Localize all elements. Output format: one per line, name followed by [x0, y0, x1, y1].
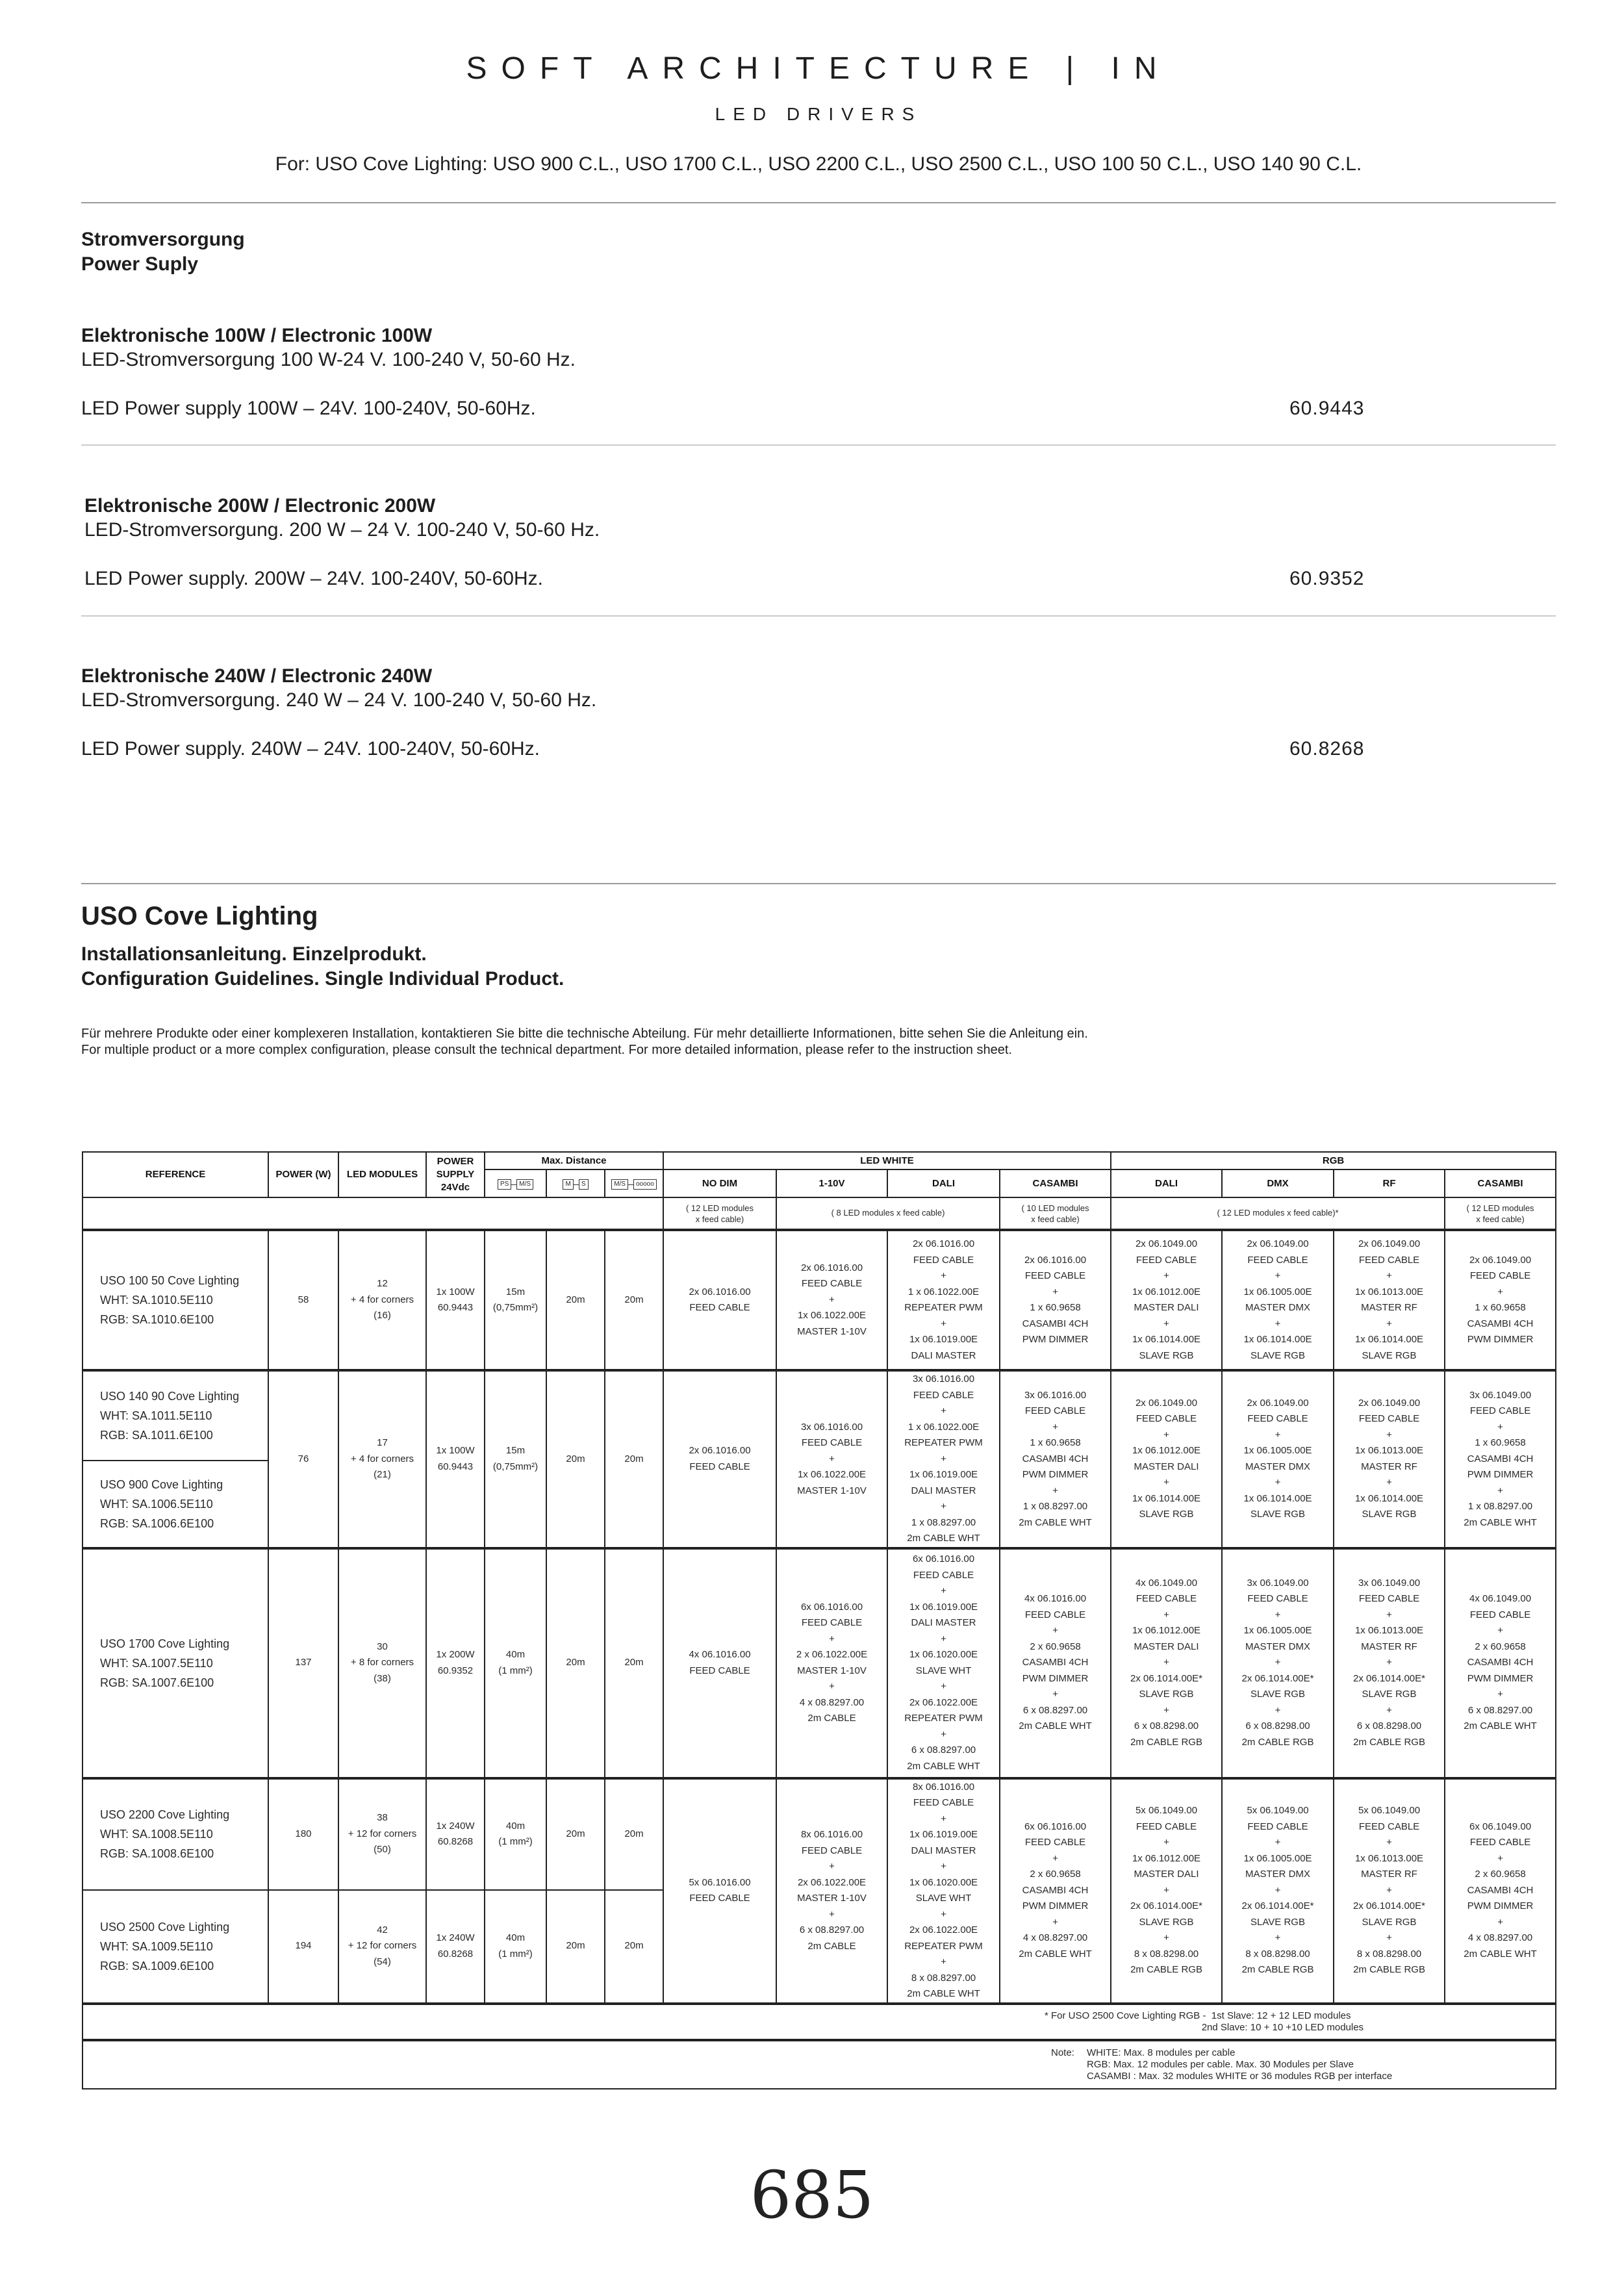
- cell-dali-wht: 6x 06.1016.00 FEED CABLE + 1x 06.1019.00E DALI MASTER + 1x 06.1020.00E SLAVE WHT + 2x 06.1022.00E REPEATER PWM + 6 x 08.8297.00 2m CABLE WHT: [887, 1548, 1000, 1778]
- cell-ref: USO 900 Cove Lighting WHT: SA.1006.5E110 RGB: SA.1006.6E100: [82, 1461, 268, 1548]
- header-power-supply: POWER SUPPLY 24Vdc: [426, 1152, 485, 1197]
- cell-ref: USO 2200 Cove Lighting WHT: SA.1008.5E110 RGB: SA.1008.6E100: [82, 1778, 268, 1890]
- cell-casambi-rgb: 2x 06.1049.00 FEED CABLE + 1 x 60.9658 CASAMBI 4CH PWM DIMMER: [1445, 1230, 1556, 1370]
- cell-no-dim: 5x 06.1016.00 FEED CABLE: [663, 1778, 776, 2004]
- icon-label: S: [579, 1179, 589, 1190]
- cell-power: 137: [268, 1548, 338, 1778]
- distance-icon-cell: [546, 1169, 605, 1197]
- icon-label: M: [563, 1179, 573, 1190]
- header-white-col: NO DIM: [663, 1169, 776, 1197]
- ps-to-master-slave-icon: [498, 1179, 533, 1190]
- capacity-white-110-dali: ( 8 LED modules x feed cable): [776, 1197, 1000, 1230]
- cell-dmx-rgb: 2x 06.1049.00 FEED CABLE + 1x 06.1005.00E MASTER DMX + 1x 06.1014.00E SLAVE RGB: [1222, 1370, 1334, 1548]
- cell-dist-m-s: 20m: [546, 1230, 605, 1370]
- cell-v1-10: 3x 06.1016.00 FEED CABLE + 1x 06.1022.00E MASTER 1-10V: [776, 1370, 887, 1548]
- power-item-title: Elektronische 100W / Electronic 100W: [81, 325, 433, 346]
- cell-dali-wht: 8x 06.1016.00 FEED CABLE + 1x 06.1019.00E DALI MASTER + 1x 06.1020.00E SLAVE WHT + 2x 06.1022.00E REPEATER PWM + 8 x 08.8297.00 2m CABLE WHT: [887, 1778, 1000, 2004]
- cell-v1-10: 8x 06.1016.00 FEED CABLE + 2x 06.1022.00E MASTER 1-10V + 6 x 08.8297.00 2m CABLE: [776, 1778, 887, 2004]
- cell-modules: 42 + 12 for corners (54): [338, 1890, 426, 2004]
- cell-no-dim: 2x 06.1016.00 FEED CABLE: [663, 1230, 776, 1370]
- header-reference: REFERENCE: [82, 1152, 268, 1197]
- cell-dmx-rgb: 3x 06.1049.00 FEED CABLE + 1x 06.1005.00E MASTER DMX + 2x 06.1014.00E* SLAVE RGB + 6 x 08.8298.00 2m CABLE RGB: [1222, 1548, 1334, 1778]
- cell-supply: 1x 100W 60.9443: [426, 1370, 485, 1548]
- distance-icon-cell: [605, 1169, 663, 1197]
- cell-modules: 38 + 12 for corners (50): [338, 1778, 426, 1890]
- cove-subtitle-de: Installationsanleitung. Einzelprodukt.: [81, 943, 427, 965]
- note: [82, 2040, 1556, 2089]
- cell-casambi-wht: 6x 06.1016.00 FEED CABLE + 2 x 60.9658 CASAMBI 4CH PWM DIMMER + 4 x 08.8297.00 2m CABLE WHT: [1000, 1778, 1111, 2004]
- cell-dali-rgb: 4x 06.1049.00 FEED CABLE + 1x 06.1012.00E MASTER DALI + 2x 06.1014.00E* SLAVE RGB + 6 x 08.8298.00 2m CABLE RGB: [1111, 1548, 1222, 1778]
- table-row: [82, 1230, 1556, 1370]
- cove-note-en: For multiple product or a more complex configuration, please consult the technical department. For more detailed information, please refer to the instruction sheet.: [81, 1043, 1012, 1057]
- applicable-products: For: USO Cove Lighting: USO 900 C.L., USO 1700 C.L., USO 2200 C.L., USO 2500 C.L., USO 100 50 C.L., USO 140 90 C.L.: [275, 153, 1362, 175]
- cell-rf-rgb: 2x 06.1049.00 FEED CABLE + 1x 06.1013.00E MASTER RF + 1x 06.1014.00E SLAVE RGB: [1334, 1230, 1445, 1370]
- cell-dist-ms-led: 20m: [605, 1778, 663, 1890]
- cell-dmx-rgb: 5x 06.1049.00 FEED CABLE + 1x 06.1005.00E MASTER DMX + 2x 06.1014.00E* SLAVE RGB + 8 x 08.8298.00 2m CABLE RGB: [1222, 1778, 1334, 2004]
- table-row: [82, 1370, 1556, 1461]
- cell-no-dim: 2x 06.1016.00 FEED CABLE: [663, 1370, 776, 1548]
- cell-power: 180: [268, 1778, 338, 1890]
- power-item-code: 60.9352: [1289, 568, 1365, 589]
- note-label: Note:: [1051, 2047, 1074, 2058]
- cell-dist-ps-ms: 40m (1 mm²): [485, 1778, 546, 1890]
- brand-title: SOFT ARCHITECTURE | IN: [466, 51, 1171, 86]
- cell-dali-wht: 3x 06.1016.00 FEED CABLE + 1 x 06.1022.00E REPEATER PWM + 1x 06.1019.00E DALI MASTER + 1 x 08.8297.00 2m CABLE WHT: [887, 1370, 1000, 1548]
- footnote: * For USO 2500 Cove Lighting RGB - 1st Slave: 12 + 12 LED modules 2nd Slave: 10 + 10 +10 LED modules: [82, 2004, 1556, 2040]
- cell-casambi-rgb: 3x 06.1049.00 FEED CABLE + 1 x 60.9658 CASAMBI 4CH PWM DIMMER + 1 x 08.8297.00 2m CABLE WHT: [1445, 1370, 1556, 1548]
- power-item-desc-de: LED-Stromversorgung 100 W-24 V. 100-240 V, 50-60 Hz.: [81, 349, 576, 370]
- header-rgb-col: DMX: [1222, 1169, 1334, 1197]
- icon-label: PS: [498, 1179, 511, 1190]
- cell-ref: USO 140 90 Cove Lighting WHT: SA.1011.5E110 RGB: SA.1011.6E100: [82, 1370, 268, 1461]
- capacity-blank: [82, 1197, 663, 1230]
- section-subtitle: LED DRIVERS: [715, 104, 922, 124]
- power-item-desc-de: LED-Stromversorgung. 200 W – 24 V. 100-240 V, 50-60 Hz.: [84, 519, 600, 541]
- header-rgb: RGB: [1111, 1152, 1556, 1169]
- capacity-no-dim: ( 12 LED modules x feed cable): [663, 1197, 776, 1230]
- power-heading-de: Stromversorgung: [81, 229, 245, 250]
- note-lines: WHITE: Max. 8 modules per cable RGB: Max. 12 modules per cable. Max. 30 Modules per Slave CASAMBI : Max. 32 modules WHITE or 36 modules RGB per interface: [1087, 2047, 1393, 2082]
- cell-casambi-wht: 4x 06.1016.00 FEED CABLE + 2 x 60.9658 CASAMBI 4CH PWM DIMMER + 6 x 08.8297.00 2m CABLE WHT: [1000, 1548, 1111, 1778]
- master-to-slave-icon: [563, 1179, 588, 1190]
- cell-dali-rgb: 5x 06.1049.00 FEED CABLE + 1x 06.1012.00E MASTER DALI + 2x 06.1014.00E* SLAVE RGB + 8 x 08.8298.00 2m CABLE RGB: [1111, 1778, 1222, 2004]
- cell-ref: USO 2500 Cove Lighting WHT: SA.1009.5E110 RGB: SA.1009.6E100: [82, 1890, 268, 2004]
- cell-power: 76: [268, 1370, 338, 1548]
- cell-no-dim: 4x 06.1016.00 FEED CABLE: [663, 1548, 776, 1778]
- page-number: 685: [750, 2157, 874, 2233]
- cell-dali-wht: 2x 06.1016.00 FEED CABLE + 1 x 06.1022.00E REPEATER PWM + 1x 06.1019.00E DALI MASTER: [887, 1230, 1000, 1370]
- cell-modules: 30 + 8 for corners (38): [338, 1548, 426, 1778]
- distance-icon-cell: [485, 1169, 546, 1197]
- cell-dist-m-s: 20m: [546, 1890, 605, 2004]
- capacity-rgb-dali-dmx-rf: ( 12 LED modules x feed cable)*: [1111, 1197, 1445, 1230]
- divider: [81, 883, 1556, 884]
- cell-rf-rgb: 5x 06.1049.00 FEED CABLE + 1x 06.1013.00E MASTER RF + 2x 06.1014.00E* SLAVE RGB + 8 x 08.8298.00 2m CABLE RGB: [1334, 1778, 1445, 2004]
- cell-modules: 12 + 4 for corners (16): [338, 1230, 426, 1370]
- power-item-desc-en: LED Power supply 100W – 24V. 100-240V, 50-60Hz.: [81, 398, 536, 419]
- divider: [81, 202, 1556, 203]
- cell-dist-ms-led: 20m: [605, 1548, 663, 1778]
- icon-label: ooooo: [633, 1179, 657, 1190]
- cell-casambi-rgb: 6x 06.1049.00 FEED CABLE + 2 x 60.9658 CASAMBI 4CH PWM DIMMER + 4 x 08.8297.00 2m CABLE WHT: [1445, 1778, 1556, 2004]
- capacity-rgb-casambi: ( 12 LED modules x feed cable): [1445, 1197, 1556, 1230]
- cell-casambi-wht: 3x 06.1016.00 FEED CABLE + 1 x 60.9658 CASAMBI 4CH PWM DIMMER + 1 x 08.8297.00 2m CABLE WHT: [1000, 1370, 1111, 1548]
- cell-ref: USO 1700 Cove Lighting WHT: SA.1007.5E110 RGB: SA.1007.6E100: [82, 1548, 268, 1778]
- capacity-white-casambi: ( 10 LED modules x feed cable): [1000, 1197, 1111, 1230]
- power-item-desc-en: LED Power supply. 240W – 24V. 100-240V, 50-60Hz.: [81, 738, 540, 760]
- cell-v1-10: 2x 06.1016.00 FEED CABLE + 1x 06.1022.00E MASTER 1-10V: [776, 1230, 887, 1370]
- power-item-code: 60.8268: [1289, 738, 1365, 760]
- cell-casambi-wht: 2x 06.1016.00 FEED CABLE + 1 x 60.9658 CASAMBI 4CH PWM DIMMER: [1000, 1230, 1111, 1370]
- power-item-title: Elektronische 240W / Electronic 240W: [81, 665, 433, 687]
- cell-dist-ps-ms: 40m (1 mm²): [485, 1548, 546, 1778]
- table-row: [82, 1548, 1556, 1778]
- power-item-desc-de: LED-Stromversorgung. 240 W – 24 V. 100-240 V, 50-60 Hz.: [81, 689, 597, 711]
- cell-dali-rgb: 2x 06.1049.00 FEED CABLE + 1x 06.1012.00E MASTER DALI + 1x 06.1014.00E SLAVE RGB: [1111, 1370, 1222, 1548]
- cell-dali-rgb: 2x 06.1049.00 FEED CABLE + 1x 06.1012.00E MASTER DALI + 1x 06.1014.00E SLAVE RGB: [1111, 1230, 1222, 1370]
- cove-note-de: Für mehrere Produkte oder einer komplexeren Installation, kontaktieren Sie bitte die technische Abteilung. Für mehr detaillierte Informationen, bitte sehen Sie die Anleitung ein.: [81, 1027, 1088, 1041]
- configuration-table: [82, 1151, 1556, 2089]
- cell-rf-rgb: 3x 06.1049.00 FEED CABLE + 1x 06.1013.00E MASTER RF + 2x 06.1014.00E* SLAVE RGB + 6 x 08.8298.00 2m CABLE RGB: [1334, 1548, 1445, 1778]
- cell-rf-rgb: 2x 06.1049.00 FEED CABLE + 1x 06.1013.00E MASTER RF + 1x 06.1014.00E SLAVE RGB: [1334, 1370, 1445, 1548]
- cell-dist-ms-led: 20m: [605, 1230, 663, 1370]
- header-rgb-col: DALI: [1111, 1169, 1222, 1197]
- cell-modules: 17 + 4 for corners (21): [338, 1370, 426, 1548]
- icon-label: M/S: [516, 1179, 533, 1190]
- icon-label: M/S: [611, 1179, 628, 1190]
- cell-dist-ps-ms: 15m (0,75mm²): [485, 1370, 546, 1548]
- cove-subtitle-en: Configuration Guidelines. Single Individual Product.: [81, 968, 565, 990]
- cell-v1-10: 6x 06.1016.00 FEED CABLE + 2 x 06.1022.00E MASTER 1-10V + 4 x 08.8297.00 2m CABLE: [776, 1548, 887, 1778]
- header-white-col: 1-10V: [776, 1169, 887, 1197]
- cove-title: USO Cove Lighting: [81, 902, 318, 930]
- cell-power: 58: [268, 1230, 338, 1370]
- header-power: POWER (W): [268, 1152, 338, 1197]
- cell-dist-ps-ms: 15m (0,75mm²): [485, 1230, 546, 1370]
- power-item-desc-en: LED Power supply. 200W – 24V. 100-240V, 50-60Hz.: [84, 568, 543, 589]
- cell-dist-ps-ms: 40m (1 mm²): [485, 1890, 546, 2004]
- table-row: [82, 1778, 1556, 1890]
- power-item-title: Elektronische 200W / Electronic 200W: [84, 495, 436, 517]
- cell-supply: 1x 200W 60.9352: [426, 1548, 485, 1778]
- header-rgb-col: CASAMBI: [1445, 1169, 1556, 1197]
- cell-power: 194: [268, 1890, 338, 2004]
- cell-supply: 1x 100W 60.9443: [426, 1230, 485, 1370]
- cell-dist-m-s: 20m: [546, 1548, 605, 1778]
- cell-ref: USO 100 50 Cove Lighting WHT: SA.1010.5E110 RGB: SA.1010.6E100: [82, 1230, 268, 1370]
- cell-casambi-rgb: 4x 06.1049.00 FEED CABLE + 2 x 60.9658 CASAMBI 4CH PWM DIMMER + 6 x 08.8297.00 2m CABLE WHT: [1445, 1548, 1556, 1778]
- power-item-code: 60.9443: [1289, 398, 1365, 419]
- divider: [81, 444, 1556, 446]
- power-heading-en: Power Suply: [81, 253, 199, 275]
- header-rgb-col: RF: [1334, 1169, 1445, 1197]
- header-white-col: CASAMBI: [1000, 1169, 1111, 1197]
- cell-dist-m-s: 20m: [546, 1370, 605, 1548]
- cell-dist-ms-led: 20m: [605, 1370, 663, 1548]
- cell-supply: 1x 240W 60.8268: [426, 1890, 485, 2004]
- header-led-white: LED WHITE: [663, 1152, 1111, 1169]
- cell-dist-ms-led: 20m: [605, 1890, 663, 2004]
- master-slave-to-led-strip-icon: [611, 1179, 657, 1190]
- cell-dist-m-s: 20m: [546, 1778, 605, 1890]
- divider: [81, 615, 1556, 617]
- header-max-distance: Max. Distance: [485, 1152, 663, 1169]
- cell-supply: 1x 240W 60.8268: [426, 1778, 485, 1890]
- cell-dmx-rgb: 2x 06.1049.00 FEED CABLE + 1x 06.1005.00E MASTER DMX + 1x 06.1014.00E SLAVE RGB: [1222, 1230, 1334, 1370]
- header-white-col: DALI: [887, 1169, 1000, 1197]
- header-led-modules: LED MODULES: [338, 1152, 426, 1197]
